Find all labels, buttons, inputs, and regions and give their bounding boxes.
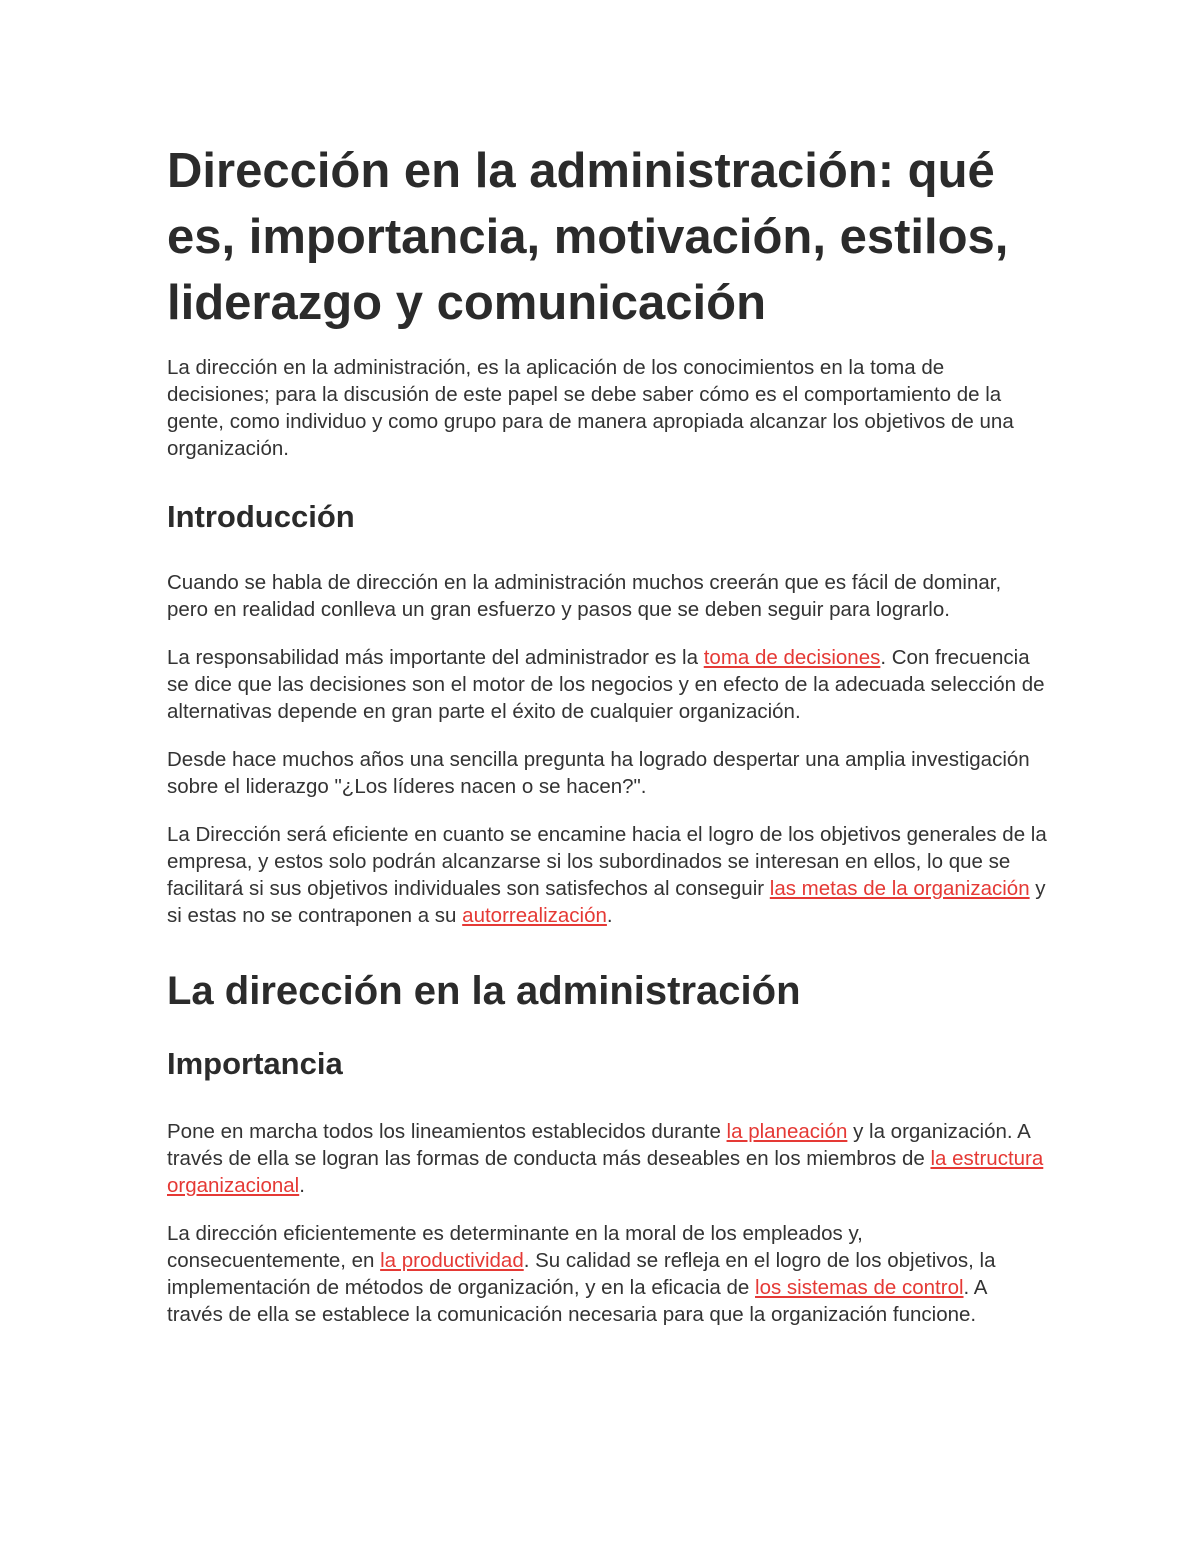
introduccion-paragraph-1: Cuando se habla de dirección en la administración muchos creerán que es fácil de dominar, pero en realidad conlleva un gran esfuerzo y pasos que se deben seguir para lograrlo. [167, 571, 1002, 621]
link-la-planeacion[interactable]: la planeación [726, 1120, 848, 1143]
text-span: . [606, 904, 613, 927]
intro-paragraph: La dirección en la administración, es la aplicación de los conocimientos en la toma de decisiones; para la discusión de este papel se debe saber cómo es el comportamiento de la gente, como individuo y como grupo para de manera apropiada alcanzar los objetivos de una organización. [167, 356, 1014, 460]
link-sistemas-de-control[interactable]: los sistemas de control [755, 1276, 964, 1299]
text-span: . [299, 1174, 305, 1197]
importancia-heading: Importancia [167, 1046, 343, 1081]
text-span: La Dirección será eficiente en cuanto se encamine hacia el logro de los objetivos generales de la empresa, y estos solo podrán alcanzarse si los subordinados se interesan en ellos, lo que se facilitará si sus objetivos individuales son satisfechos al conseguir [167, 823, 1047, 900]
link-estructura-organizacional[interactable]: la estructura organizacional [167, 1147, 1044, 1197]
text-span: La responsabilidad más importante del administrador es la [167, 646, 704, 669]
introduccion-paragraph-3: Desde hace muchos años una sencilla pregunta ha logrado despertar una amplia investigación sobre el liderazgo "¿Los líderes nacen o se hacen?". [167, 748, 1030, 798]
text-span: y si estas no se contraponen a su [167, 877, 1046, 927]
introduccion-paragraph-4 [167, 821, 1047, 929]
text-span: y la organización. A través de ella se logran las formas de conducta más deseables en los miembros de [167, 1120, 1030, 1170]
importancia-paragraph-1 [167, 1118, 1047, 1199]
page-title: Dirección en la administración: qué es, importancia, motivación, estilos, liderazgo y comunicación [167, 144, 1009, 330]
text-span: . Con frecuencia se dice que las decisiones son el motor de los negocios y en efecto de la adecuada selección de alternativas depende en gran parte el éxito de cualquier organización. [167, 646, 1045, 723]
section-heading: La dirección en la administración [167, 969, 801, 1013]
text-span: Pone en marcha todos los lineamientos establecidos durante [167, 1120, 727, 1143]
article-body [167, 138, 1047, 1328]
text-span: La dirección eficientemente es determinante en la moral de los empleados y, consecuentemente, en [167, 1222, 863, 1272]
link-autorrealizacion[interactable]: autorrealización [462, 904, 607, 927]
text-span: . Su calidad se refleja en el logro de los objetivos, la implementación de métodos de organización, y en la eficacia de [167, 1249, 996, 1299]
link-toma-de-decisiones[interactable]: toma de decisiones [703, 646, 881, 669]
introduccion-heading: Introducción [167, 499, 355, 534]
link-metas-organizacion[interactable]: las metas de la organización [769, 877, 1030, 900]
importancia-paragraph-2 [167, 1220, 1047, 1328]
text-span: . A través de ella se establece la comunicación necesaria para que la organización funcione. [167, 1276, 987, 1326]
link-la-productividad[interactable]: la productividad [380, 1249, 524, 1272]
introduccion-paragraph-2 [167, 644, 1047, 725]
